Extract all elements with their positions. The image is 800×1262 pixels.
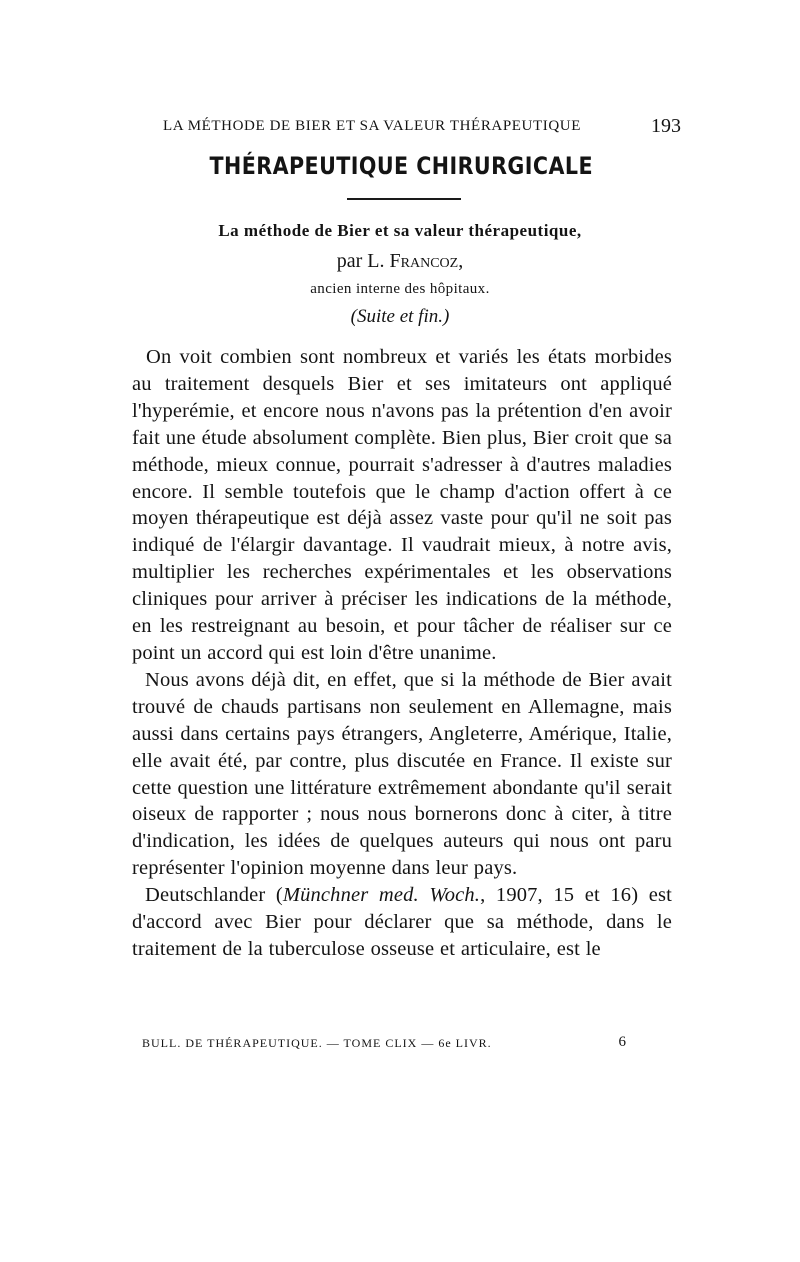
continued-label: (Suite et fin.) [350, 306, 450, 327]
article-title: La méthode de Bier et sa valeur thérapeutique, [218, 221, 582, 240]
running-head [163, 115, 681, 142]
title-divider [347, 198, 461, 200]
author-name: Francoz, [389, 250, 464, 272]
paragraph-1: On voit combien sont nombreux et variés les états morbides au traitement desquels Bier et ses imitateurs ont appliqué l'hyperémie, et encore nous n'avons pas la prétention d'en avoir fait une étude absolument complète. Bien plus, Bier croit que sa méthode, mieux connue, pourrait s'adresser à d'autres maladies encore. Il semble toutefois que le champ d'action offert à ce moyen thérapeutique est déjà assez vaste pour qu'il ne soit pas indiqué de l'élargir davantage. Il vaudrait mieux, à notre avis, multiplier les recherches expérimentales et les observations cliniques pour arriver à préciser les indications de la méthode, en les restreignant au besoin, et pour tâcher de réaliser sur ce point un accord qui est loin d'être unanime. [132, 346, 672, 664]
paragraph-3-rest: , 1907, 15 et 16) est d'accord avec Bier pour déclarer que sa méthode, dans le traitement de la tuberculose osseuse et articulaire, est le [132, 884, 672, 960]
citation-journal: Münchner med. Woch. [282, 884, 481, 907]
paragraph-2: Nous avons déjà dit, en effet, que si la méthode de Bier avait trouvé de chauds partisans non seulement en Allemagne, mais aussi dans certains pays étrangers, Angleterre, Amérique, Italie, elle avait été, par contre, plus discutée en France. Il existe sur cette question une littérature extrêmement abondante qu'il serait oiseux de rapporter ; nous nous bornerons donc à citer, à titre d'indication, les idées de quelques auteurs qui nous ont paru représenter l'opinion moyenne dans leur pays. [132, 668, 672, 880]
footer-signature: BULL. DE THÉRAPEUTIQUE. — TOME CLIX — 6e LIVR. [142, 1036, 492, 1050]
running-head-title: LA MÉTHODE DE BIER ET SA VALEUR THÉRAPEUTIQUE [163, 118, 581, 134]
paragraph-3-start: Deutschlander ( [145, 884, 283, 907]
article-body [132, 344, 672, 963]
author-affiliation: ancien interne des hôpitaux. [310, 281, 490, 297]
section-title: THÉRAPEUTIQUE CHIRURGICALE [209, 152, 593, 180]
author-prefix: par L. [336, 250, 385, 272]
paragraph-3 [132, 882, 672, 963]
footer-sheet-number: 6 [618, 1034, 627, 1050]
continued-note [0, 306, 800, 328]
author-line [0, 250, 800, 273]
page-number: 193 [651, 115, 681, 137]
page-footer [142, 1036, 627, 1056]
